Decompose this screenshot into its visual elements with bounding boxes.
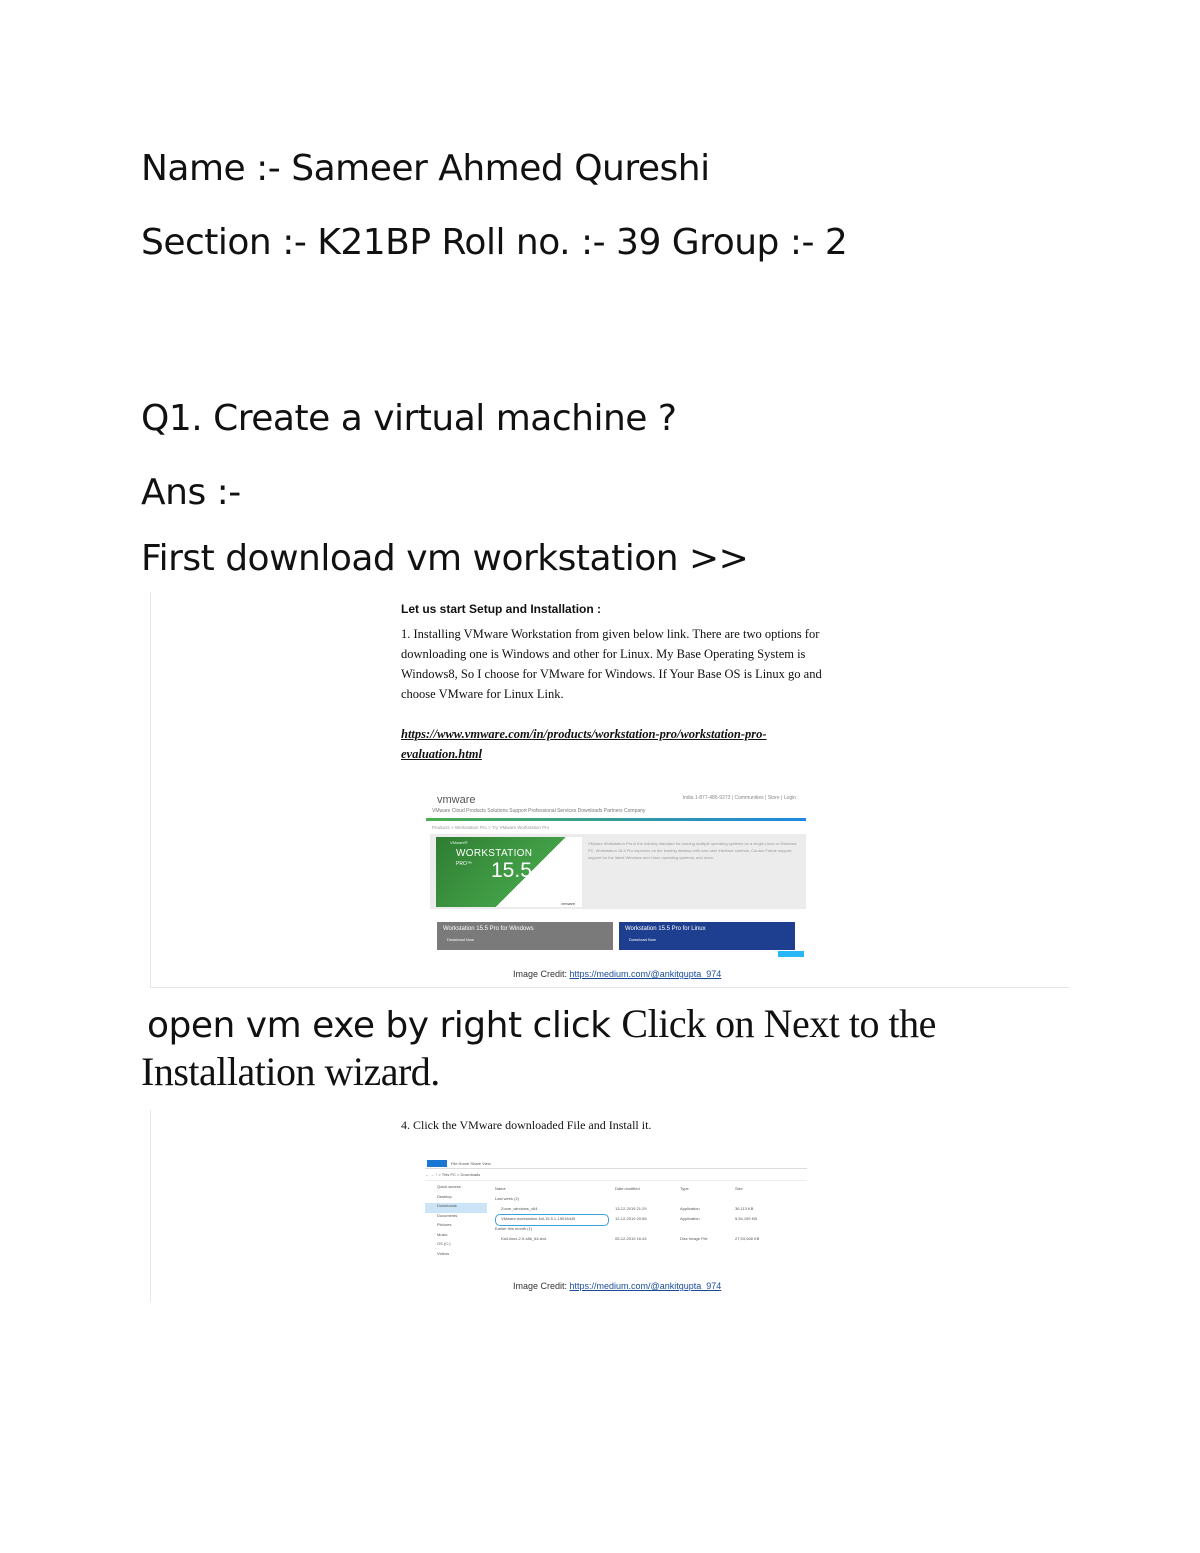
column-name[interactable]: Name [495, 1186, 506, 1191]
file-row[interactable] [495, 1236, 805, 1246]
vmware-breadcrumb: Products > Workstation Pro > Try VMware Workstation Pro [432, 825, 550, 830]
column-headers [495, 1186, 805, 1196]
file-name: Zoom_windows_x64 [501, 1206, 538, 1211]
linux-download-label: Workstation 15.5 Pro for Linux [625, 926, 706, 932]
explorer-screenshot [150, 1110, 1069, 1302]
group-label: Earlier this month (1) [495, 1226, 533, 1231]
sidebar-item[interactable]: Videos [437, 1250, 450, 1256]
product-name: WORKSTATION [456, 848, 533, 859]
download-link[interactable]: https://www.vmware.com/in/products/workstation-pro/workstation-pro-evaluation.html [401, 727, 767, 761]
answer-label: Ans :- [141, 472, 241, 513]
section-line: Section :- K21BP Roll no. :- 39 Group :- 2 [141, 222, 848, 263]
file-type: Application [680, 1206, 700, 1211]
step-download-text: First download vm workstation >> [141, 538, 749, 579]
file-date: 05-12-2019 16:44 [615, 1236, 647, 1241]
file-name: Kali-linux-2.9-x86_64-dvd [501, 1236, 547, 1241]
credit-link[interactable]: https://medium.com/@ankitgupta_974 [569, 969, 722, 979]
product-version: 15.5 [491, 859, 532, 882]
group-header [495, 1226, 805, 1236]
step-open-text [147, 1000, 936, 1047]
credit-label: Image Credit: [513, 1281, 570, 1291]
linux-download-button[interactable] [619, 922, 795, 950]
file-type: Application [680, 1216, 700, 1221]
credit-link[interactable]: https://medium.com/@ankitgupta_974 [569, 1281, 722, 1291]
vmware-logo: vmware [437, 794, 476, 806]
sidebar-item[interactable]: Documents [437, 1212, 458, 1218]
vmware-brand-small: VMware® [450, 840, 468, 845]
sidebar-item[interactable]: Pictures [437, 1222, 452, 1227]
download-now-label: Download Now [629, 937, 656, 942]
column-date[interactable]: Date modified [615, 1186, 640, 1191]
address-path: ← → ↑ > This PC > Downloads [425, 1172, 481, 1177]
install-heading: 4. Click the VMware downloaded File and Install it. [401, 1118, 652, 1132]
workstation-banner [436, 837, 582, 907]
sidebar-item[interactable]: Downloads [425, 1203, 487, 1213]
product-edition: PRO™ [456, 861, 472, 867]
vmware-top-links: India 1-877-486-9273 | Communities | Store | Login [682, 795, 796, 801]
file-size: 5,54,159 KB [735, 1216, 758, 1221]
vmware-nav: VMware Cloud Products Solutions Support Professional Services Downloads Partners Company [432, 808, 646, 814]
address-bar[interactable] [425, 1172, 807, 1181]
file-tab[interactable] [427, 1160, 447, 1167]
step-open-text-line2: Installation wizard. [141, 1049, 440, 1094]
sidebar-item[interactable]: OS (C:) [437, 1241, 451, 1246]
explorer-ribbon [425, 1160, 807, 1169]
sidebar-item[interactable]: Quick access [437, 1184, 461, 1189]
vmware-maker: vmware [561, 901, 576, 906]
sidebar-item[interactable]: Music [437, 1231, 448, 1237]
image-credit [513, 969, 721, 979]
column-type[interactable]: Type [680, 1186, 689, 1191]
vmware-accent-bar [426, 818, 806, 821]
file-name: VMware-workstation-full-15.5.1-15018445 [501, 1216, 576, 1221]
ribbon-tabs: File Home Share View [451, 1161, 491, 1166]
installer-highlight [495, 1214, 609, 1226]
vmware-hero-panel [430, 834, 806, 909]
column-size[interactable]: Size [735, 1186, 743, 1191]
article-paragraph: 1. Installing VMware Workstation from given below link. There are two options for downloading one is Windows and other for Linux. My Base Operating System is Windows8, So I choose for VMware for Windows. If Your Base OS is Linux go and choose VMware for Linux Link. [401, 627, 822, 701]
file-date: 12-12-2019 20:56 [615, 1216, 647, 1221]
download-now-label: Download Now [447, 937, 474, 942]
group-header [495, 1196, 805, 1206]
vmware-download-screenshot [150, 592, 1069, 988]
file-date: 13-12-2019 21:29 [615, 1206, 647, 1211]
windows-download-label: Workstation 15.5 Pro for Windows [443, 926, 534, 932]
image-credit [513, 1281, 721, 1291]
step-open-serif: Click on Next to the [621, 1001, 936, 1046]
file-explorer-mock [425, 1160, 807, 1272]
explorer-sidebar [425, 1184, 487, 1269]
vmware-page-mock [426, 788, 806, 958]
credit-label: Image Credit: [513, 969, 570, 979]
file-size: 27,93,068 KB [735, 1236, 760, 1241]
file-type: Disc Image File [680, 1236, 708, 1241]
question-line: Q1. Create a virtual machine ? [141, 398, 677, 439]
article-heading: Let us start Setup and Installation : [401, 602, 602, 616]
group-label: Last week (2) [495, 1196, 520, 1201]
product-description: VMware Workstation Pro is the industry standard for running multiple operating systems on a single Linux or Windows PC. Workstation 15.5 Pro improves on the leading desktop with new user interface controls, Cordon Frame support, support for the latest Windows and Linux operating systems, and more. [588, 841, 797, 860]
name-line: Name :- Sameer Ahmed Qureshi [141, 148, 710, 189]
step-open-sans: open vm exe by right click [147, 1005, 622, 1046]
sidebar-item[interactable]: Desktop [437, 1193, 452, 1199]
file-size: 36,113 KB [735, 1206, 754, 1211]
feedback-tab [778, 951, 804, 957]
windows-download-button[interactable] [437, 922, 613, 950]
